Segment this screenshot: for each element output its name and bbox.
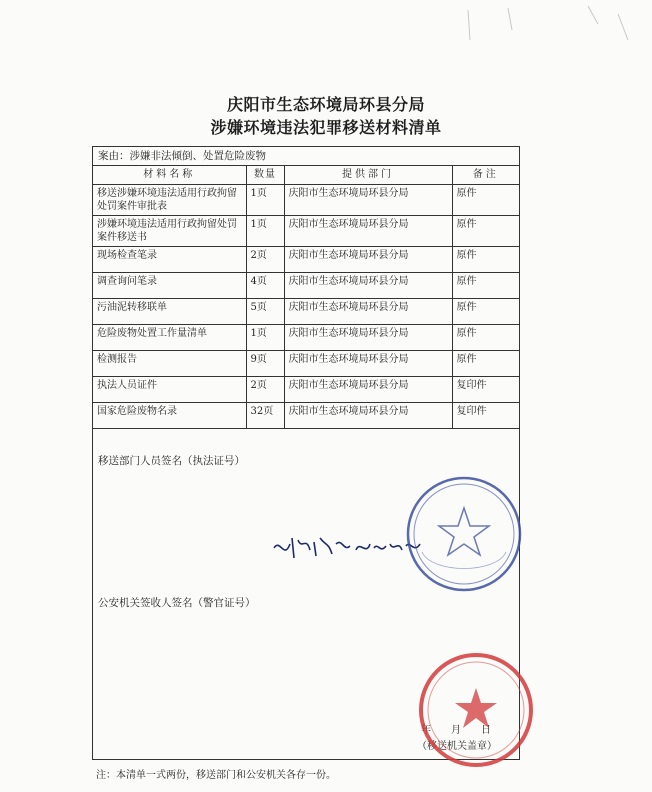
stamp-caption: （移送机关盖章） bbox=[417, 741, 497, 752]
department-cell: 庆阳市生态环境局环县分局 bbox=[284, 273, 452, 299]
quantity-cell: 2页 bbox=[246, 247, 284, 273]
scratch-marks bbox=[448, 0, 648, 60]
date-month: 月 bbox=[451, 725, 461, 736]
quantity-cell: 32页 bbox=[246, 403, 284, 429]
column-header-dept: 提供部门 bbox=[284, 166, 452, 185]
note-cell: 复印件 bbox=[452, 403, 519, 429]
material-name-cell: 危险废物处置工作量清单 bbox=[93, 325, 246, 351]
note-cell: 原件 bbox=[452, 351, 519, 377]
material-name-cell: 污油泥转移联单 bbox=[93, 299, 246, 325]
table-row bbox=[93, 377, 519, 403]
note-cell: 原件 bbox=[452, 273, 519, 299]
quantity-cell: 1页 bbox=[246, 325, 284, 351]
table-row bbox=[93, 325, 519, 351]
department-cell: 庆阳市生态环境局环县分局 bbox=[284, 185, 452, 216]
note-cell: 原件 bbox=[452, 216, 519, 247]
table-row bbox=[93, 247, 519, 273]
police-signature-label: 公安机关签收人签名（警官证号） bbox=[98, 597, 256, 609]
note-cell: 原件 bbox=[452, 247, 519, 273]
red-seal bbox=[416, 650, 536, 770]
quantity-cell: 2页 bbox=[246, 377, 284, 403]
material-name-cell: 调查询问笔录 bbox=[93, 273, 246, 299]
department-cell: 庆阳市生态环境局环县分局 bbox=[284, 403, 452, 429]
department-cell: 庆阳市生态环境局环县分局 bbox=[284, 377, 452, 403]
footnote: 注：本清单一式两份，移送部门和公安机关各存一份。 bbox=[96, 770, 336, 781]
quantity-cell: 4页 bbox=[246, 273, 284, 299]
table-row bbox=[93, 403, 519, 429]
quantity-cell: 5页 bbox=[246, 299, 284, 325]
note-cell: 原件 bbox=[452, 299, 519, 325]
department-cell: 庆阳市生态环境局环县分局 bbox=[284, 299, 452, 325]
table-row bbox=[93, 185, 519, 216]
case-label: 案由： bbox=[98, 150, 130, 162]
case-text: 涉嫌非法倾倒、处置危险废物 bbox=[129, 150, 266, 162]
table-row bbox=[93, 216, 519, 247]
department-cell: 庆阳市生态环境局环县分局 bbox=[284, 247, 452, 273]
department-cell: 庆阳市生态环境局环县分局 bbox=[284, 216, 452, 247]
material-name-cell: 涉嫌环境违法适用行政拘留处罚案件移送书 bbox=[93, 216, 246, 247]
date-day: 日 bbox=[481, 725, 491, 736]
blue-seal bbox=[404, 474, 524, 594]
material-name-cell: 检测报告 bbox=[93, 351, 246, 377]
quantity-cell: 1页 bbox=[246, 185, 284, 216]
material-name-cell: 现场检查笔录 bbox=[93, 247, 246, 273]
column-header-qty: 数量 bbox=[246, 166, 284, 185]
table-header-row bbox=[93, 166, 519, 185]
quantity-cell: 9页 bbox=[246, 351, 284, 377]
column-header-note: 备注 bbox=[452, 166, 519, 185]
document-title: 庆阳市生态环境局环县分局 bbox=[226, 95, 425, 114]
note-cell: 原件 bbox=[452, 325, 519, 351]
material-name-cell: 执法人员证件 bbox=[93, 377, 246, 403]
note-cell: 原件 bbox=[452, 185, 519, 216]
document-subtitle: 涉嫌环境违法犯罪移送材料清单 bbox=[210, 118, 442, 137]
material-name-cell: 移送涉嫌环境违法适用行政拘留处罚案件审批表 bbox=[93, 185, 246, 216]
note-cell: 复印件 bbox=[452, 377, 519, 403]
table-row bbox=[93, 299, 519, 325]
transfer-signature-label: 移送部门人员签名（执法证号） bbox=[98, 455, 245, 467]
quantity-cell: 1页 bbox=[246, 216, 284, 247]
material-name-cell: 国家危险废物名录 bbox=[93, 403, 246, 429]
department-cell: 庆阳市生态环境局环县分局 bbox=[284, 325, 452, 351]
case-row bbox=[93, 147, 519, 166]
date-year: 年 bbox=[421, 725, 431, 736]
table-row bbox=[93, 351, 519, 377]
department-cell: 庆阳市生态环境局环县分局 bbox=[284, 351, 452, 377]
materials-table bbox=[93, 166, 519, 429]
column-header-name: 材料名称 bbox=[93, 166, 246, 185]
table-row bbox=[93, 273, 519, 299]
